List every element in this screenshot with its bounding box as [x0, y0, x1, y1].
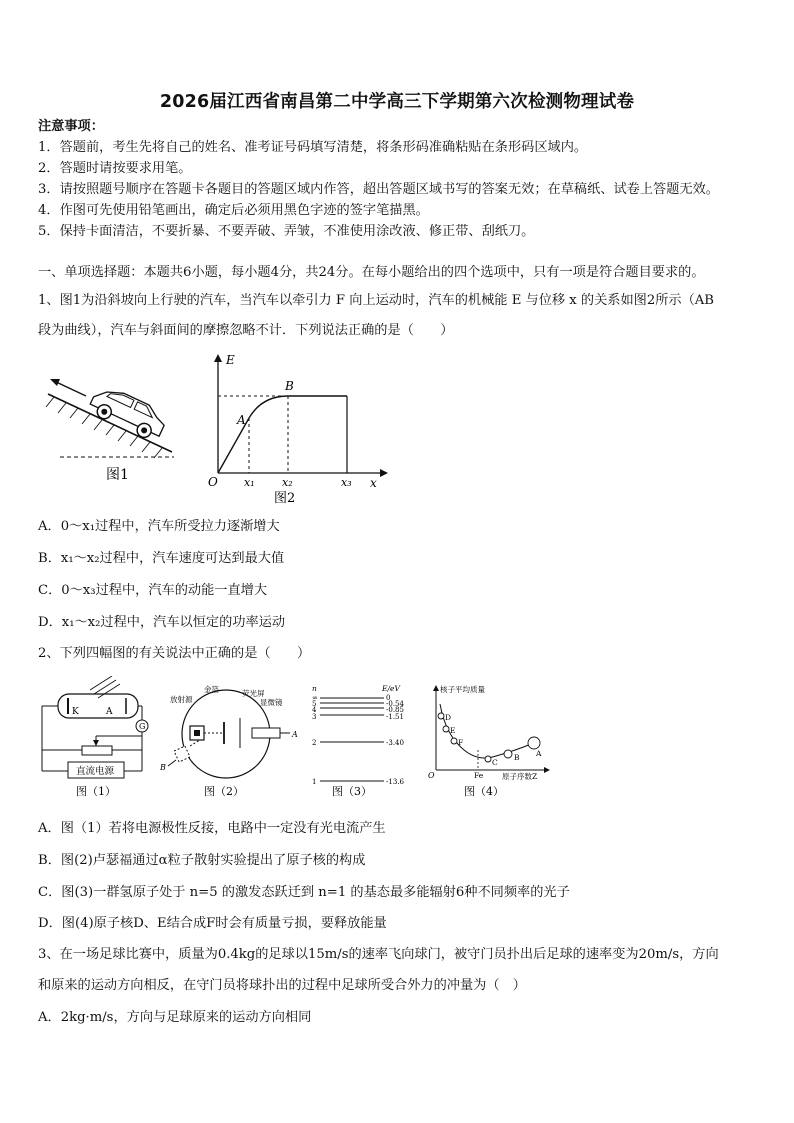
q2-fig2-caption: 图（2）: [204, 785, 244, 798]
q2-fig3-e-label: E/eV: [382, 684, 400, 693]
q1-fig2-label: 图2: [274, 491, 296, 506]
q1-fig2-point-a: A: [237, 413, 246, 427]
q2-fig1-source: 直流电源: [76, 766, 115, 777]
q2-fig2-a: A: [292, 730, 298, 739]
q2-figure1-photoelectric-circuit: [38, 676, 154, 800]
q2-fig4-point-label: C: [492, 758, 498, 767]
q1-stem-line2: 段为曲线），汽车与斜面间的摩擦忽略不计．下列说法正确的是（ ）: [38, 323, 454, 338]
q3-option-a: A．2kg·m/s，方向与足球原来的运动方向相同: [38, 1010, 312, 1025]
q2-fig3-level-n: 3: [312, 713, 317, 721]
q2-fig4-x-label: 原子序数Z: [502, 772, 538, 781]
q1-fig2-y-axis: E: [226, 353, 235, 367]
notice-item: 1．答题前，考生先将自己的姓名、准考证号码填写清楚，将条形码准确粘贴在条形码区域内。: [38, 140, 588, 155]
q2-fig3-level-n: 2: [312, 739, 317, 747]
q2-fig3-level-n: 1: [312, 778, 317, 786]
q2-figure4-nucleon-mass-curve: [424, 682, 556, 800]
q2-fig4-point-label: A: [536, 749, 542, 758]
q1-fig2-x2: x₂: [282, 476, 293, 489]
q1-stem-line1: 1、图1为沿斜坡向上行驶的汽车，当汽车以牵引力 F 向上运动时，汽车的机械能 E 与位移 x 的关系如图2所示（AB: [38, 293, 714, 308]
notice-item: 3．请按照题号顺序在答题卡各题目的答题区域内作答，超出答题区域书写的答案无效；在草稿纸、试卷上答题无效。: [38, 182, 719, 197]
q1-option-b: B．x₁～x₂过程中，汽车速度可达到最大值: [38, 551, 285, 566]
q2-fig3-caption: 图（3）: [332, 785, 372, 798]
q2-stem: 2、下列四幅图的有关说法中正确的是（ ）: [38, 646, 311, 661]
q1-fig2-x3: x₃: [341, 476, 352, 489]
q2-fig4-origin: O: [428, 771, 435, 780]
notice-heading: 注意事项：: [38, 119, 104, 134]
q2-fig4-point-label: D: [445, 713, 452, 722]
q2-fig2-scope-label: 显微镜: [260, 698, 283, 707]
q2-fig4-point-label: E: [450, 726, 456, 735]
notice-item: 4．作图可先使用铅笔画出，确定后必须用黑色字迹的签字笔描黑。: [38, 203, 429, 218]
q2-fig3-n-label: n: [312, 684, 317, 693]
q1-option-a: A．0～x₁过程中，汽车所受拉力逐渐增大: [38, 519, 280, 534]
q1-fig2-x-axis: x: [370, 476, 377, 490]
q2-fig1-a: A: [106, 707, 113, 717]
q2-fig1-caption: 图（1）: [76, 785, 116, 798]
q2-option-d: D．图(4)原子核D、E结合成F时会有质量亏损，要释放能量: [38, 916, 387, 931]
q2-fig3-level-n: 4: [312, 706, 317, 714]
q2-fig2-source-label: 放射源: [170, 695, 193, 704]
q1-figure2-energy-graph: [204, 350, 394, 508]
q2-fig3-level-e: -3.40: [386, 739, 404, 747]
q2-figure3-energy-levels: [308, 682, 418, 800]
section-heading: 一、单项选择题：本题共6小题，每小题4分，共24分。在每小题给出的四个选项中，只有一项是符合题目要求的。: [38, 265, 705, 280]
q2-fig1-g: G: [139, 722, 146, 731]
q1-fig2-x1: x₁: [244, 476, 255, 489]
q1-option-d: D．x₁～x₂过程中，汽车以恒定的功率运动: [38, 615, 286, 630]
q2-fig2-b: B: [160, 763, 166, 772]
q2-fig4-y-label: 核子平均质量: [440, 685, 485, 694]
q1-fig1-label: 图1: [106, 467, 129, 483]
q1-fig2-origin: O: [208, 475, 218, 489]
q2-fig3-level-e: 0: [386, 694, 391, 702]
q1-option-c: C．0～x₃过程中，汽车的动能一直增大: [38, 583, 268, 598]
notice-item: 5．保持卡面清洁，不要折暴、不要弄破、弄皱，不准使用涂改液、修正带、刮纸刀。: [38, 224, 535, 239]
q2-fig4-point-label: B: [514, 753, 520, 762]
q2-fig1-k: K: [72, 707, 79, 717]
q2-fig3-level-e: -0.85: [386, 706, 404, 714]
q2-option-b: B．图(2)卢瑟福通过α粒子散射实验提出了原子核的构成: [38, 853, 366, 868]
q3-stem-line1: 3、在一场足球比赛中，质量为0.4kg的足球以15m/s的速率飞向球门，被守门员扑出后足球的速率变为20m/s，方向: [38, 947, 719, 962]
q2-fig4-fe: Fe: [474, 771, 484, 780]
q3-stem-line2: 和原来的运动方向相反，在守门员将球扑出的过程中足球所受合外力的冲量为（ ）: [38, 978, 526, 993]
q2-fig3-level-e: -13.6: [386, 778, 404, 786]
q2-option-a: A．图（1）若将电源极性反接，电路中一定没有光电流产生: [38, 821, 386, 836]
q1-fig2-point-b: B: [285, 379, 294, 393]
q2-fig3-level-n: ∞: [312, 694, 318, 702]
q1-figure1-car-on-incline: [40, 362, 180, 487]
notice-item: 2．答题时请按要求用笔。: [38, 161, 192, 176]
q2-fig3-level-e: -0.54: [386, 700, 404, 708]
q2-option-c: C．图(3)一群氢原子处于 n=5 的激发态跃迁到 n=1 的基态最多能辐射6种不同频率的光子: [38, 885, 570, 900]
q2-fig4-point-label: F: [458, 738, 464, 747]
q2-fig4-caption: 图（4）: [464, 785, 504, 798]
page-title: 2026届江西省南昌第二中学高三下学期第六次检测物理试卷: [159, 92, 635, 112]
q2-figure2-alpha-scattering: [160, 682, 302, 800]
q2-fig2-screen-label: 荧光屏: [242, 689, 265, 698]
q2-fig2-foil-label: 金箔: [204, 685, 219, 694]
q2-fig3-level-e: -1.51: [386, 713, 404, 721]
q2-fig3-level-n: 5: [312, 700, 317, 708]
